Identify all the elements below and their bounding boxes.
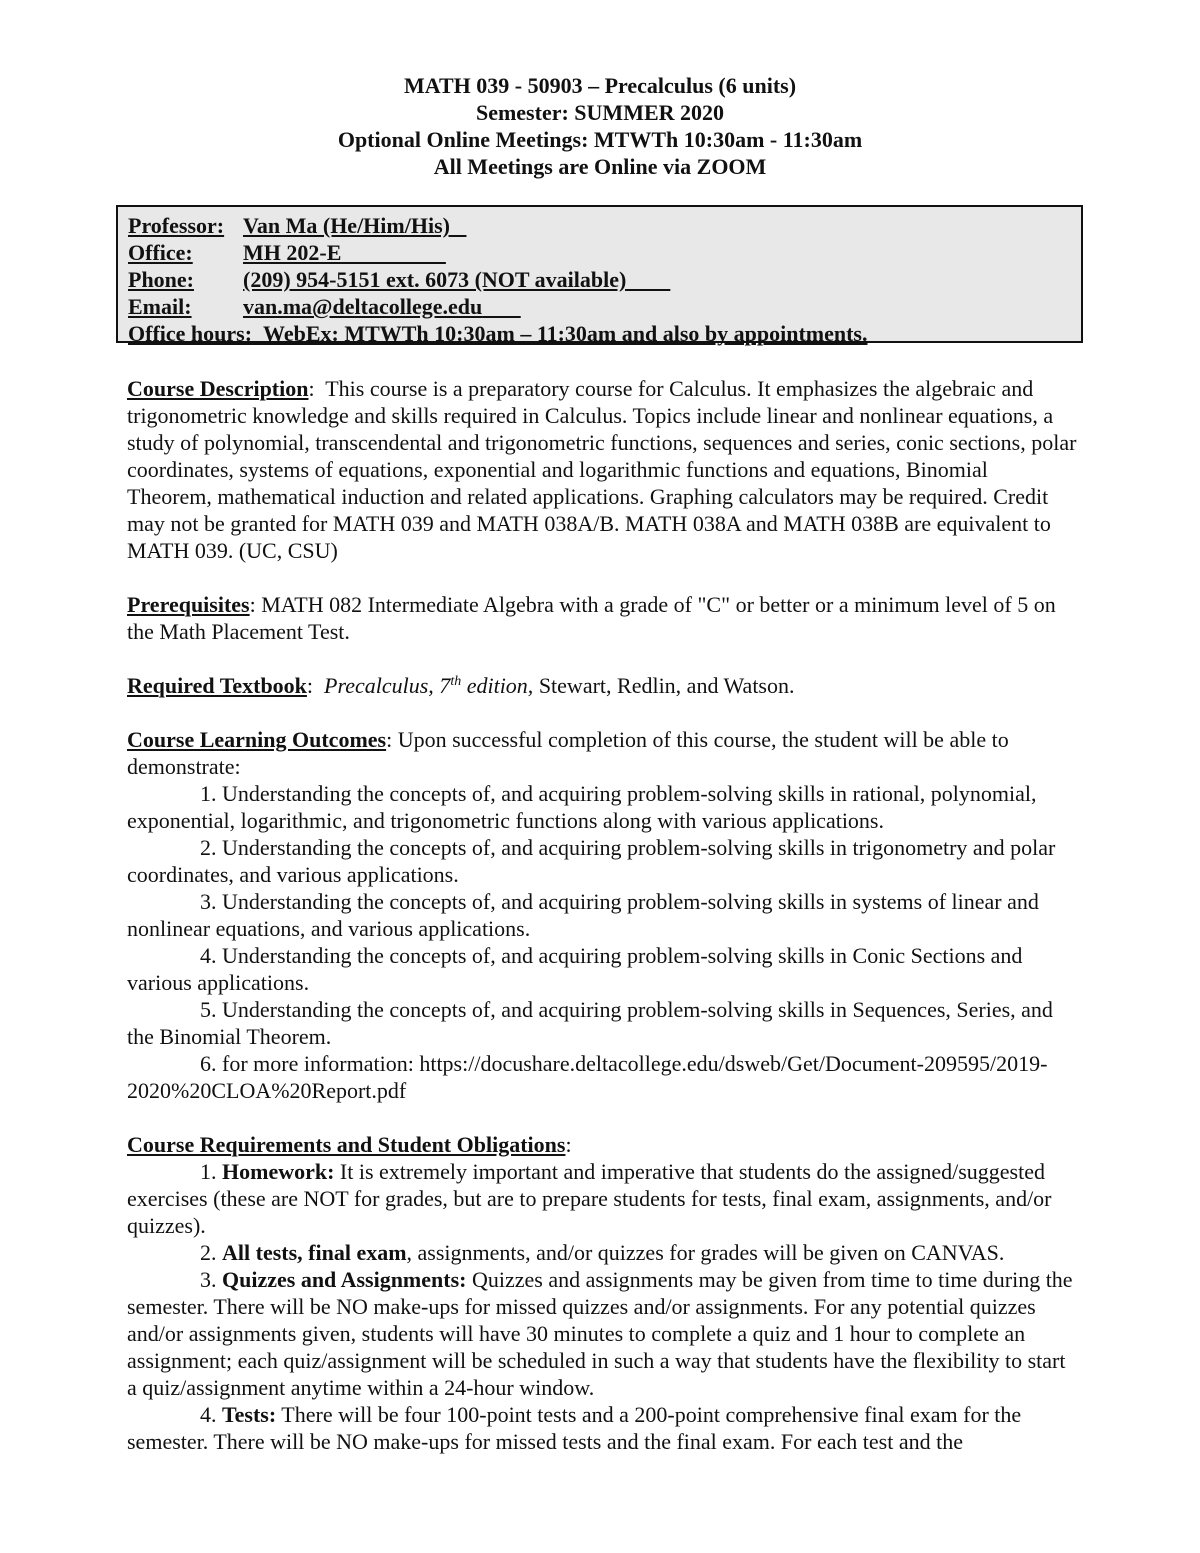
office-label: Office: (128, 240, 193, 265)
office-value: MH 202-E (243, 240, 342, 265)
prerequisites-heading: Prerequisites (127, 592, 250, 617)
email-row (128, 293, 1071, 320)
syllabus-content (127, 375, 1077, 1482)
email-value[interactable]: van.ma@deltacollege.edu (243, 294, 483, 319)
phone-label: Phone: (128, 267, 194, 292)
course-description: Course Description: This course is a preparatory course for Calculus. It emphasizes the algebraic and trigonometric knowledge and skills required in Calculus. Topics include linear and nonlinear equations, a study of polynomial, transcendental and trigonometric functions, sequences and series, conic sections, polar coordinates, systems of equations, exponential and logarithmic functions and equations, Binomial Theorem, mathematical induction and related applications. Graphing calculators may be required. Credit may not be granted for MATH 039 and MATH 038A/B. MATH 038A and MATH 038B are equivalent to MATH 039. (UC, CSU) (127, 376, 1077, 563)
meetings-line: Optional Online Meetings: MTWTh 10:30am - 11:30am (337, 127, 863, 152)
prerequisites: Prerequisites: MATH 082 Intermediate Algebra with a grade of "C" or better or a minimum level of 5 on the Math Placement Test. (127, 592, 1056, 644)
textbook-title: Precalculus, 7th edition, (324, 673, 534, 698)
office-hours-row (128, 320, 1071, 347)
course-title: MATH 039 - 50903 – Precalculus (6 units) (403, 73, 797, 98)
office-hours-value: WebEx: MTWTh 10:30am – 11:30am and also by appointments. (263, 321, 868, 346)
learning-outcomes-heading: Course Learning Outcomes (127, 727, 387, 752)
outcome-item: 4. Understanding the concepts of, and acquiring problem-solving skills in Conic Sections and various applications. (127, 943, 1023, 995)
textbook-authors: Stewart, Redlin, and Watson. (533, 673, 795, 698)
outcome-item: 5. Understanding the concepts of, and acquiring problem-solving skills in Sequences, Series, and the Binomial Theorem. (127, 997, 1053, 1049)
phone-value: (209) 954-5151 ext. 6073 (NOT available) (243, 267, 627, 292)
outcome-item: 3. Understanding the concepts of, and acquiring problem-solving skills in systems of linear and nonlinear equations, and various applications. (127, 889, 1039, 941)
textbook-heading: Required Textbook (127, 673, 307, 698)
required-textbook: Required Textbook: Precalculus, 7th edition, Stewart, Redlin, and Watson. (127, 673, 795, 698)
phone-row (128, 266, 1071, 293)
outcome-item: 2. Understanding the concepts of, and acquiring problem-solving skills in trigonometry and polar coordinates, and various applications. (127, 835, 1056, 887)
email-label: Email: (128, 294, 192, 319)
outcome-item-more-info-link[interactable]: 6. for more information: https://docushare.deltacollege.edu/dsweb/Get/Document-209595/2019-2020%20CLOA%20Report.pdf (127, 1051, 1048, 1103)
professor-name: Van Ma (He/Him/His) (243, 213, 450, 238)
requirements-heading: Course Requirements and Student Obligations (127, 1132, 566, 1157)
semester-line: Semester: SUMMER 2020 (475, 100, 725, 125)
prerequisites-text: MATH 082 Intermediate Algebra with a grade of "C" or better or a minimum level of 5 on the Math Placement Test. (127, 592, 1056, 644)
learning-outcomes-intro: Upon successful completion of this course, the student will be able to demonstrate: (127, 727, 1009, 779)
requirement-tests-canvas: 2. All tests, final exam, assignments, and/or quizzes for grades will be given on CANVAS. (200, 1240, 1005, 1265)
professor-label: Professor: (128, 213, 225, 238)
outcome-item: 1. Understanding the concepts of, and acquiring problem-solving skills in rational, polynomial, exponential, logarithmic, and trigonometric functions along with various applications. (127, 781, 1037, 833)
zoom-line: All Meetings are Online via ZOOM (433, 154, 767, 179)
course-requirements: Course Requirements and Student Obligations: 1. Homework: It is extremely important and imperative that students do the assigned/suggested exercises (these are NOT for grades, but are to prepare students for tests, final exam, assignments, and/or quizzes). 2. All tests, final exam, assignments, and/or quizzes for grades will be given on CANVAS. 3. Quizzes and Assignments: Quizzes and assignments may be given from time to time during the semester. There will be NO make-ups for missed quizzes and/or assignments. For any potential quizzes and/or assignments given, students will have 30 minutes to complete a quiz and 1 hour to complete an assignment; each quiz/assignment will be scheduled in such a way that students have the flexibility to start a quiz/assignment anytime within a 24-hour window. 4. Tests: There will be four 100-point tests and a 200-point comprehensive final exam for the semester. There will be NO make-ups for missed tests and the final exam. For each test and the (127, 1131, 1077, 1455)
course-description-heading: Course Description (127, 376, 309, 401)
course-description-text: This course is a preparatory course for Calculus. It emphasizes the algebraic and trigonometric knowledge and skills required in Calculus. Topics include linear and nonlinear equations, a study of polynomial, transcendental and trigonometric functions, sequences and series, conic sections, polar coordinates, systems of equations, exponential and logarithmic functions and equations, Binomial Theorem, mathematical induction and related applications. Graphing calculators may be required. Credit may not be granted for MATH 039 and MATH 038A/B. MATH 038A and MATH 038B are equivalent to MATH 039. (UC, CSU) (127, 376, 1077, 563)
professor-row (128, 212, 1071, 239)
course-header (0, 72, 1200, 180)
requirement-tests: 4. Tests: There will be four 100-point tests and a 200-point comprehensive final exam for the semester. There will be NO make-ups for missed tests and the final exam. For each test and the (127, 1402, 1022, 1454)
professor-info-box (116, 205, 1083, 346)
requirement-quizzes-assignments: 3. Quizzes and Assignments: Quizzes and assignments may be given from time to time during the semester. There will be NO make-ups for missed quizzes and/or assignments. For any potential quizzes and/or assignments given, students will have 30 minutes to complete a quiz and 1 hour to complete an assignment; each quiz/assignment will be scheduled in such a way that students have the flexibility to start a quiz/assignment anytime within a 24-hour window. (127, 1267, 1073, 1400)
learning-outcomes: Course Learning Outcomes: Upon successful completion of this course, the student will be able to demonstrate: 1. Understanding the concepts of, and acquiring problem-solving skills in rational, polynomial, exponential, logarithmic, and trigonometric functions along with various applications. 2. Understanding the concepts of, and acquiring problem-solving skills in trigonometry and polar coordinates, and various applications. 3. Understanding the concepts of, and acquiring problem-solving skills in systems of linear and nonlinear equations, and various applications. 4. Understanding the concepts of, and acquiring problem-solving skills in Conic Sections and various applications. 5. Understanding the concepts of, and acquiring problem-solving skills in Sequences, Series, and the Binomial Theorem. 6. for more information: https://docushare.deltacollege.edu/dsweb/Get/Document-209595/2019-2020%20CLOA%20Report.pdf (127, 726, 1077, 1104)
office-hours-label: Office hours: (128, 321, 253, 346)
requirement-homework: 1. Homework: It is extremely important and imperative that students do the assigned/suggested exercises (these are NOT for grades, but are to prepare students for tests, final exam, assignments, and/or quizzes). (127, 1159, 1052, 1238)
office-row (128, 239, 1071, 266)
